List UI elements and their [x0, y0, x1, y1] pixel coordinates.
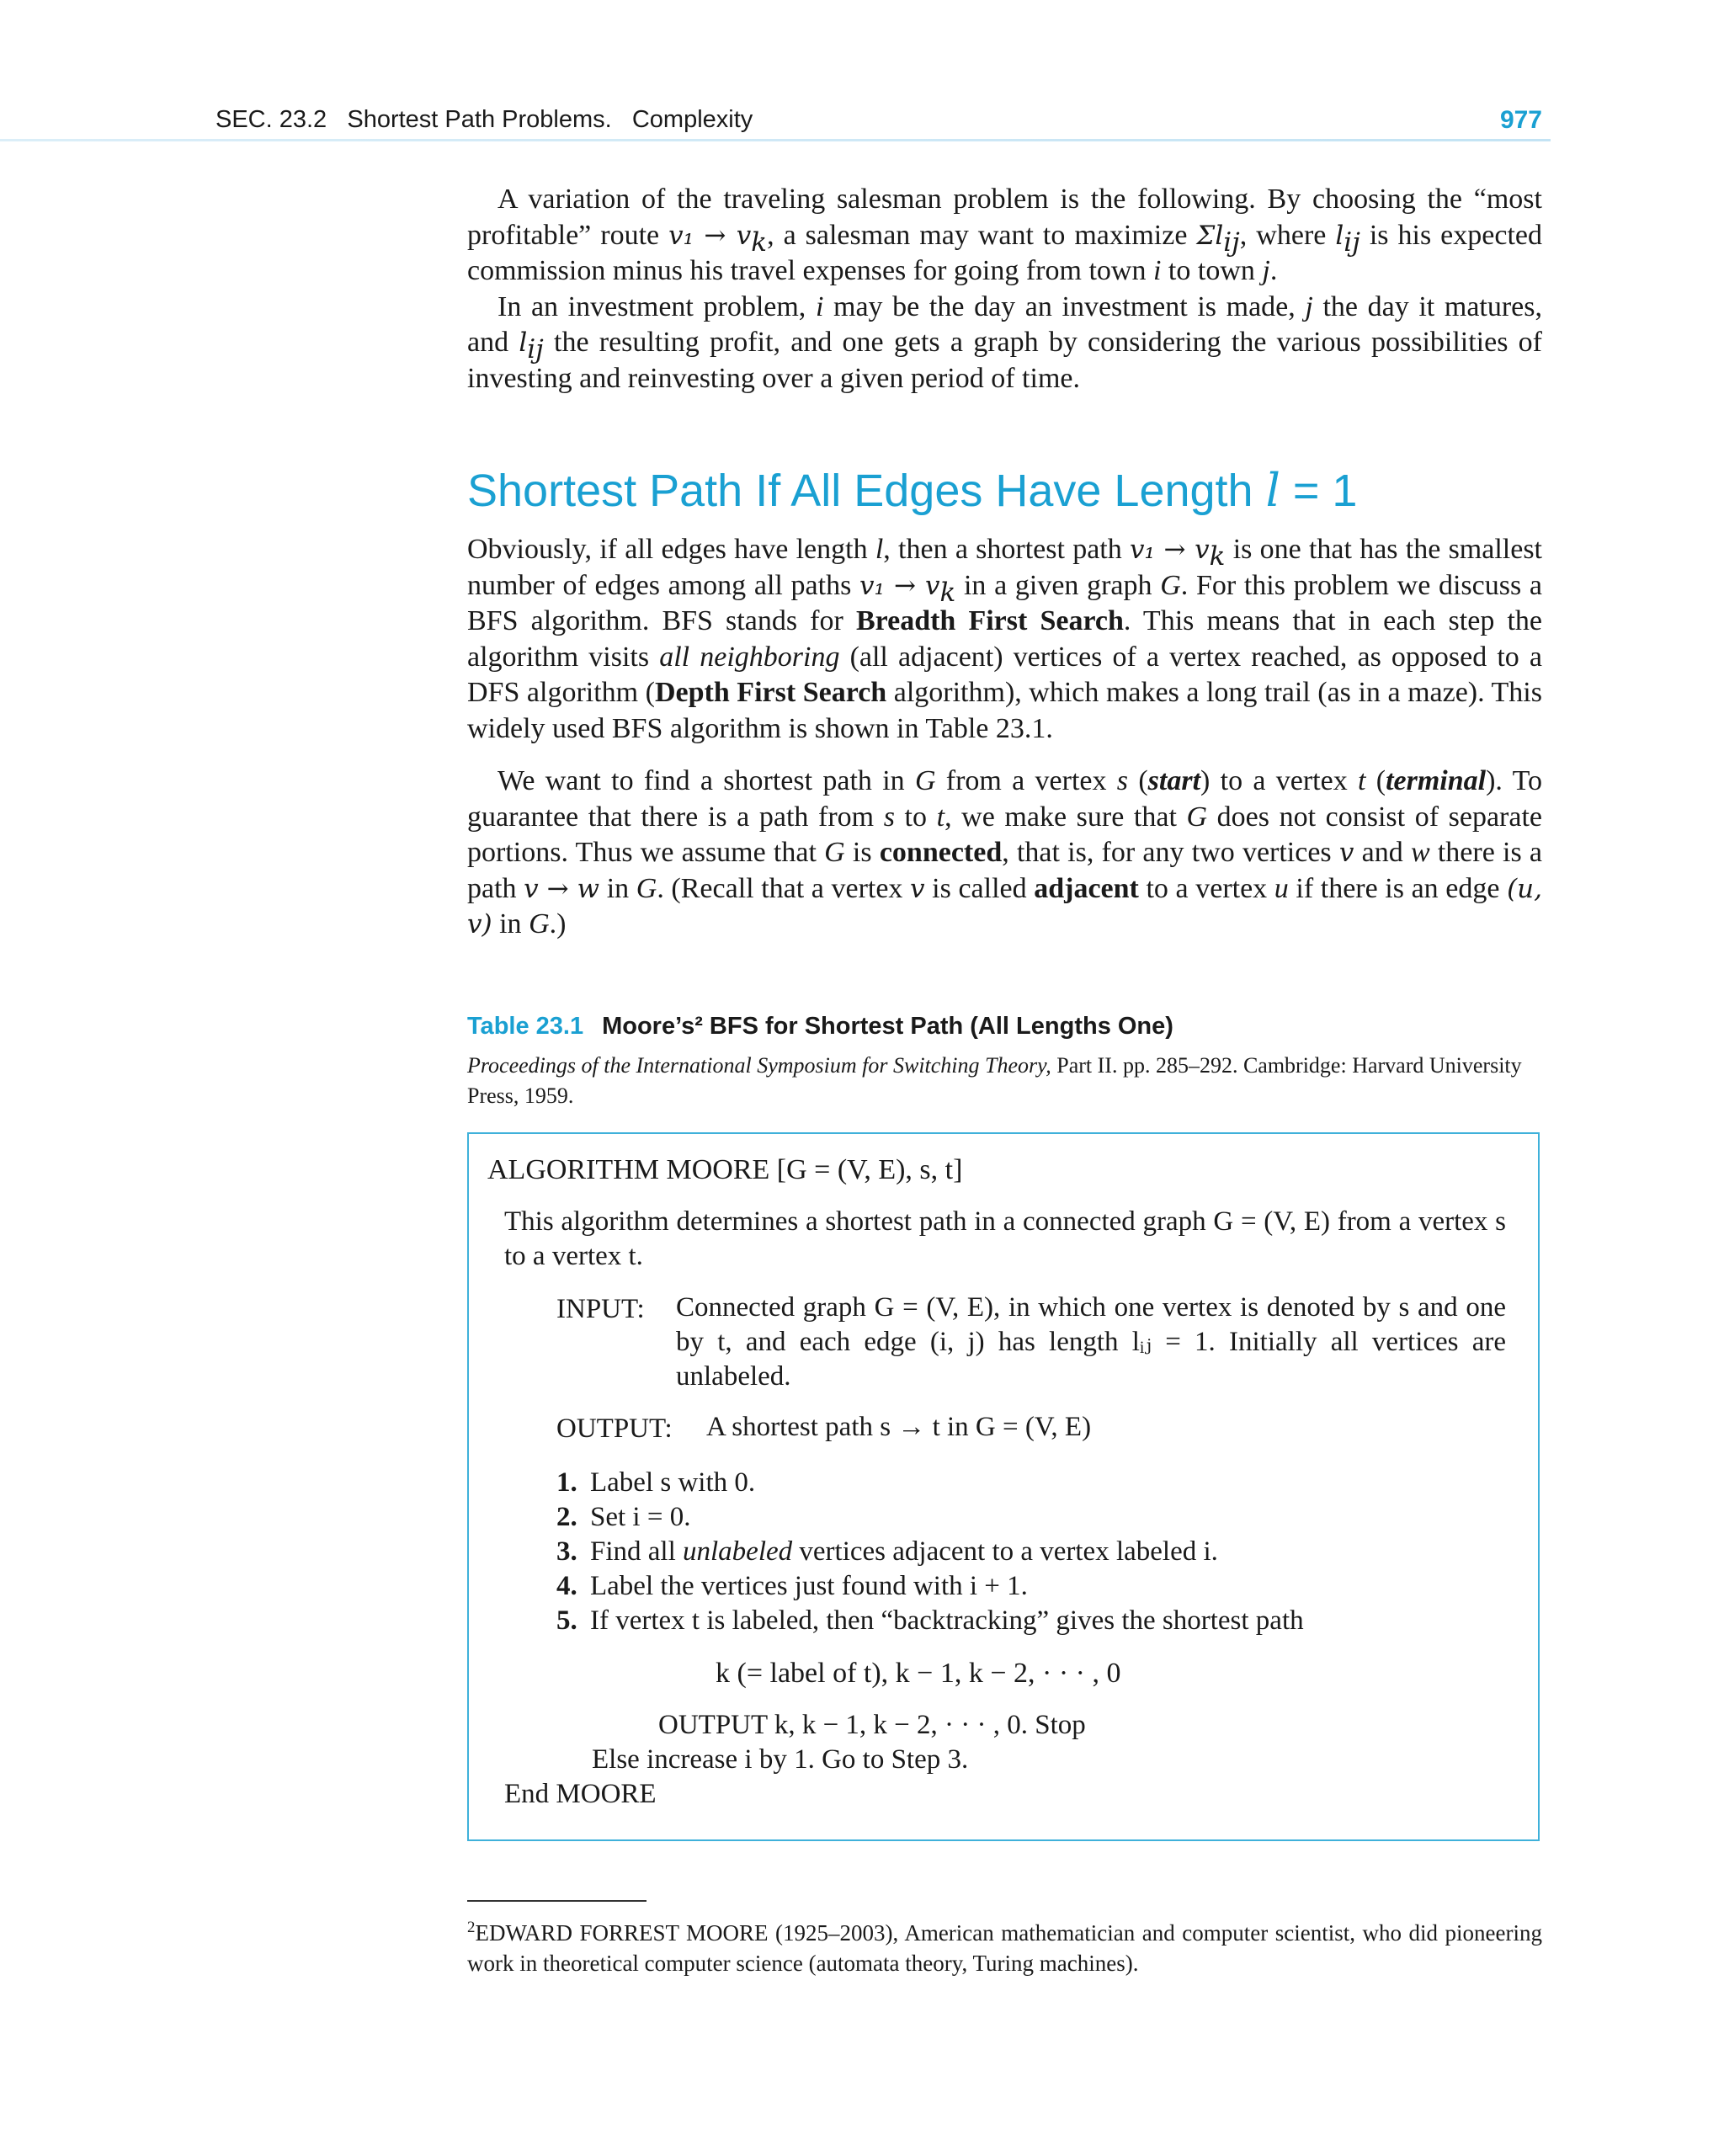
step-2: 2. Set i = 0.	[556, 1502, 691, 1532]
intro-text	[467, 182, 1542, 397]
step-3: 3. Find all unlabeled vertices adjacent to a vertex labeled i.	[556, 1536, 1218, 1567]
step-5: 5. If vertex t is labeled, then “backtracking” gives the shortest path	[556, 1605, 1304, 1636]
algorithm-box	[467, 1132, 1540, 1841]
footnote: $^2$EDWARD FORREST MOORE (1925–2003), American mathematician and computer scientist, who did pioneering work in theoretical computer science (automata theory, Turing machines).	[467, 1919, 1542, 1976]
footnote-rule	[467, 1900, 646, 1902]
output-label: OUTPUT:	[556, 1413, 673, 1444]
section-heading: Shortest Path If All Edges Have Length l = 1	[467, 464, 1358, 517]
table-caption	[467, 1013, 1173, 1041]
section-body	[467, 532, 1542, 943]
running-head-rule	[0, 139, 1551, 141]
intro-paragraph-1: A variation of the traveling salesman problem is the following. By choosing the “most profitable” route $v_1 \to v_k$, a salesman may want to maximize $\Sigma l_{ij}$, where $l_{ij}$ is his expected commission minus his travel expenses for going from town i to town j.	[467, 184, 1542, 286]
algorithm-steps	[556, 1466, 1304, 1638]
step-4: 4. Label the vertices just found with i + 1.	[556, 1571, 1028, 1601]
running-head	[216, 106, 1542, 140]
output-stop-line: OUTPUT k, k − 1, k − 2, · · · , 0. Stop	[658, 1710, 1086, 1740]
running-head-section: SEC. 23.2 Shortest Path Problems. Complexity	[216, 106, 753, 133]
algorithm-end: End MOORE	[504, 1779, 657, 1809]
page-number: 977	[1499, 106, 1542, 134]
input-label: INPUT:	[556, 1294, 645, 1324]
section-paragraph-2: We want to find a shortest path in G from a vertex s (start) to a vertex t (terminal). To guarantee that there is a path from s to t, we make sure that G does not consist of separate portions. Thus we assume that G is connected, that is, for any two vertices v and w there is a path v → w in G. (Recall that a vertex v is called adjacent to a vertex u if there is an edge (u, v) in G.)	[467, 765, 1543, 940]
step-1: 1. Label s with 0.	[556, 1467, 756, 1498]
intro-paragraph-2: In an investment problem, i may be the day an investment is made, j the day it matures, and $l_{ij}$ the resulting profit, and one gets a graph by considering the various possibilities of investing and reinvesting over a given period of time.	[467, 290, 1542, 394]
algorithm-description: This algorithm determines a shortest path in a connected graph G = (V, E) from a vertex s to a vertex t.	[504, 1206, 1506, 1271]
output-text: A shortest path s → t in G = (V, E)	[706, 1412, 1092, 1442]
table-source: Proceedings of the International Symposium for Switching Theory, Part II. pp. 285–292. Cambridge: Harvard University Press, 1959.	[467, 1053, 1522, 1108]
else-line: Else increase i by 1. Go to Step 3.	[592, 1744, 969, 1775]
section-paragraph-1: Obviously, if all edges have length l, then a shortest path $v_1 \to v_k$ is one that has the smallest number of edges among all paths $v_1 \to v_k$ in a given graph G. For this problem we discuss a BFS algorithm. BFS stands for Breadth First Search. This means that in each step the algorithm visits all neighboring (all adjacent) vertices of a vertex reached, as opposed to a DFS algorithm (Depth First Search algorithm), which makes a long trail (as in a maze). This widely used BFS algorithm is shown in Table 23.1.	[467, 534, 1543, 744]
table-number: Table 23.1	[467, 1013, 584, 1040]
table-title: Moore’s² BFS for Shortest Path (All Lengths One)	[602, 1013, 1173, 1040]
algorithm-header: ALGORITHM MOORE [G = (V, E), s, t]	[487, 1154, 963, 1185]
display-equation: k (= label of t), k − 1, k − 2, · · · , 0	[716, 1658, 1121, 1689]
input-text: Connected graph G = (V, E), in which one vertex is denoted by s and one by t, and each edge (i, j) has length lᵢⱼ = 1. Initially all vertices are unlabeled.	[676, 1292, 1506, 1392]
